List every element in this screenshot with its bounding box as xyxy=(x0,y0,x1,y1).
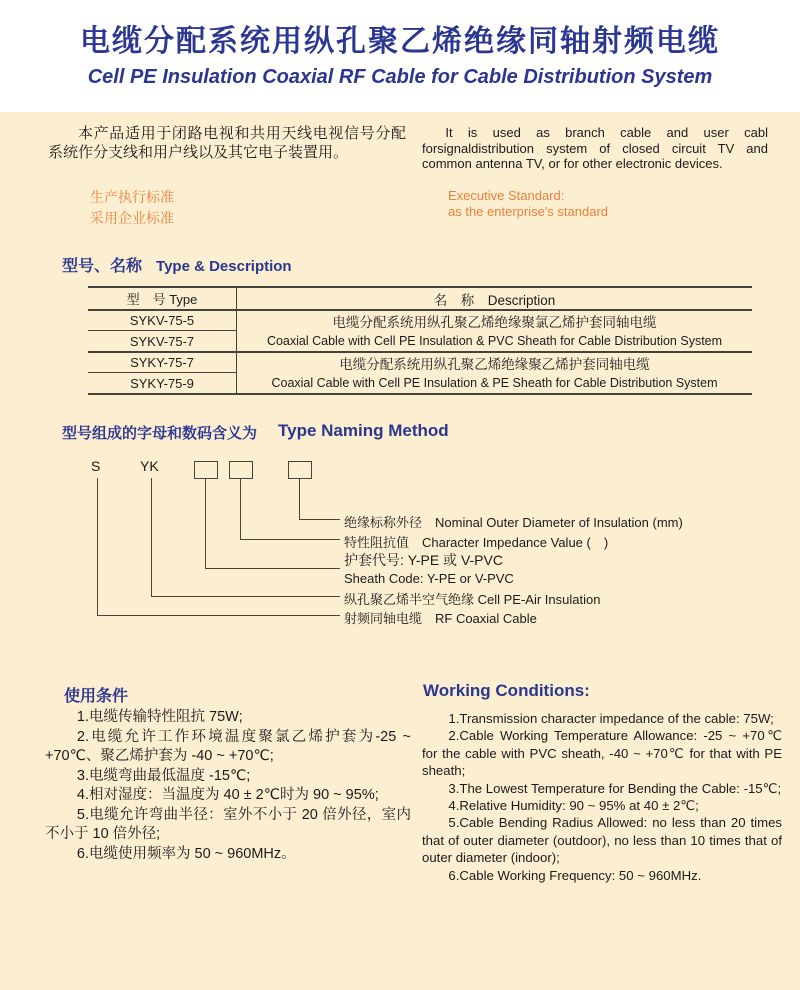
page-title-english: Cell PE Insulation Coaxial RF Cable for Cable Distribution System xyxy=(87,66,713,88)
type-cell: SYKV-75-5 xyxy=(88,311,237,331)
diagram-connector-line xyxy=(97,615,340,616)
diagram-symbol-s: S xyxy=(91,458,101,474)
type-section-heading-en: Type & Description xyxy=(156,258,292,275)
condition-item: 6.Cable Working Frequency: 50 ~ 960MHz. xyxy=(448,867,702,883)
diagram-label-sheath-en: Sheath Code: Y-PE or V-PVC xyxy=(344,571,514,586)
column-header-description: 名 称 Description xyxy=(433,292,556,308)
diagram-connector-line xyxy=(151,596,340,597)
table-row xyxy=(88,373,752,393)
type-section-heading xyxy=(62,253,292,276)
condition-item: 1.电缆传输特性阻抗 75W; xyxy=(76,709,243,725)
condition-item: 4.相对湿度：当温度为 40 ± 2℃时为 90 ~ 95%; xyxy=(76,787,379,803)
page-title-chinese: 电缆分配系统用纵孔聚乙烯绝缘同轴射频电缆 xyxy=(80,25,720,58)
diagram-connector-line xyxy=(205,479,206,569)
diagram-box-impedance xyxy=(229,461,253,479)
intro-paragraph-english: It is used as branch cable and user cabl forsignaldistribution system of closed circuit TV and common antenna TV, or for other electronic devices. xyxy=(422,125,768,171)
table-header-row xyxy=(88,288,752,311)
naming-section-heading-cn: 型号组成的字母和数码含义为 xyxy=(62,425,258,442)
condition-item: 2.电缆允许工作环境温度聚氯乙烯护套为-25 ~ +70℃、聚乙烯护套为 -40 ~ +70℃; xyxy=(45,728,411,764)
diagram-connector-line xyxy=(299,479,300,520)
diagram-symbol-yk: YK xyxy=(140,458,159,474)
condition-item: 6.电缆使用频率为 50 ~ 960MHz。 xyxy=(76,845,296,862)
condition-item: 5.电缆允许弯曲半径：室外不小于 20 倍外径，室内不小于 10 倍外径; xyxy=(45,806,411,842)
type-cell: SYKY-75-7 xyxy=(88,353,237,373)
condition-item: 3.电缆弯曲最低温度 -15℃; xyxy=(76,767,251,784)
diagram-box-diameter xyxy=(288,461,312,479)
conditions-heading-en: Working Conditions: xyxy=(423,681,590,700)
diagram-connector-line xyxy=(151,478,152,597)
diagram-label-rf-cable: 射频同轴电缆 RF Coaxial Cable xyxy=(344,611,537,626)
type-cell: SYKV-75-7 xyxy=(88,331,237,351)
diagram-label-sheath-cn: 护套代号: Y-PE 或 V-PVC xyxy=(344,552,503,568)
description-cell-cn: 电缆分配系统用纵孔聚乙烯绝缘聚氯乙烯护套同轴电缆 xyxy=(332,315,657,330)
table-row xyxy=(88,353,752,373)
description-cell-en: Coaxial Cable with Cell PE Insulation & PE Sheath for Cable Distribution System xyxy=(271,376,718,390)
conditions-list-chinese xyxy=(45,708,411,864)
diagram-connector-line xyxy=(205,568,340,569)
condition-item: 2.Cable Working Temperature Allowance: -25 ~ +70℃ for the cable with PVC sheath, -40 ~ +70℃ for that with PE sheath; xyxy=(422,728,782,779)
conditions-list-english xyxy=(422,710,782,884)
diagram-label-outer-diameter: 绝缘标称外径 Nominal Outer Diameter of Insulation (mm) xyxy=(344,515,683,530)
diagram-label-impedance: 特性阻抗值 Character Impedance Value ( ) xyxy=(344,535,609,550)
table-row xyxy=(88,331,752,353)
production-standard-line: 生产执行标准 xyxy=(90,189,174,205)
condition-item: 5.Cable Bending Radius Allowed: no less than 20 times that of outer diameter (outdoor), no less than 10 times that of outer diameter (indoor); xyxy=(422,815,782,866)
description-cell-en: Coaxial Cable with Cell PE Insulation & PVC Sheath for Cable Distribution System xyxy=(266,334,723,348)
diagram-connector-line xyxy=(240,479,241,540)
enterprise-standard-line: 采用企业标准 xyxy=(90,210,174,226)
type-section-heading-cn: 型号、名称 xyxy=(62,258,143,275)
column-header-type: 型 号 Type xyxy=(88,288,237,309)
enterprise-standard-line-en: as the enterprise's standard xyxy=(448,204,609,219)
diagram-connector-line xyxy=(97,478,98,616)
condition-item: 1.Transmission character impedance of the cable: 75W; xyxy=(448,711,774,726)
standards-note-chinese xyxy=(90,187,174,229)
conditions-heading-cn: 使用条件 xyxy=(64,688,129,705)
standards-note-english xyxy=(448,188,608,220)
type-cell: SYKY-75-9 xyxy=(88,373,237,393)
type-description-table xyxy=(88,286,752,395)
executive-standard-line: Executive Standard: xyxy=(448,188,565,203)
description-cell-cn: 电缆分配系统用纵孔聚乙烯绝缘聚乙烯护套同轴电缆 xyxy=(339,357,650,372)
naming-section-heading-en: Type Naming Method xyxy=(278,421,449,440)
table-row xyxy=(88,311,752,331)
diagram-box-sheath xyxy=(194,461,218,479)
diagram-label-insulation: 纵孔聚乙烯半空气绝缘 Cell PE-Air Insulation xyxy=(344,592,601,607)
diagram-connector-line xyxy=(299,519,340,520)
condition-item: 4.Relative Humidity: 90 ~ 95% at 40 ± 2℃; xyxy=(448,798,699,814)
diagram-connector-line xyxy=(240,539,340,540)
condition-item: 3.The Lowest Temperature for Bending the Cable: -15℃; xyxy=(448,780,782,796)
intro-paragraph-chinese: 本产品适用于闭路电视和共用天线电视信号分配系统作分支线和用户线以及其它电子装置用。 xyxy=(48,125,406,161)
